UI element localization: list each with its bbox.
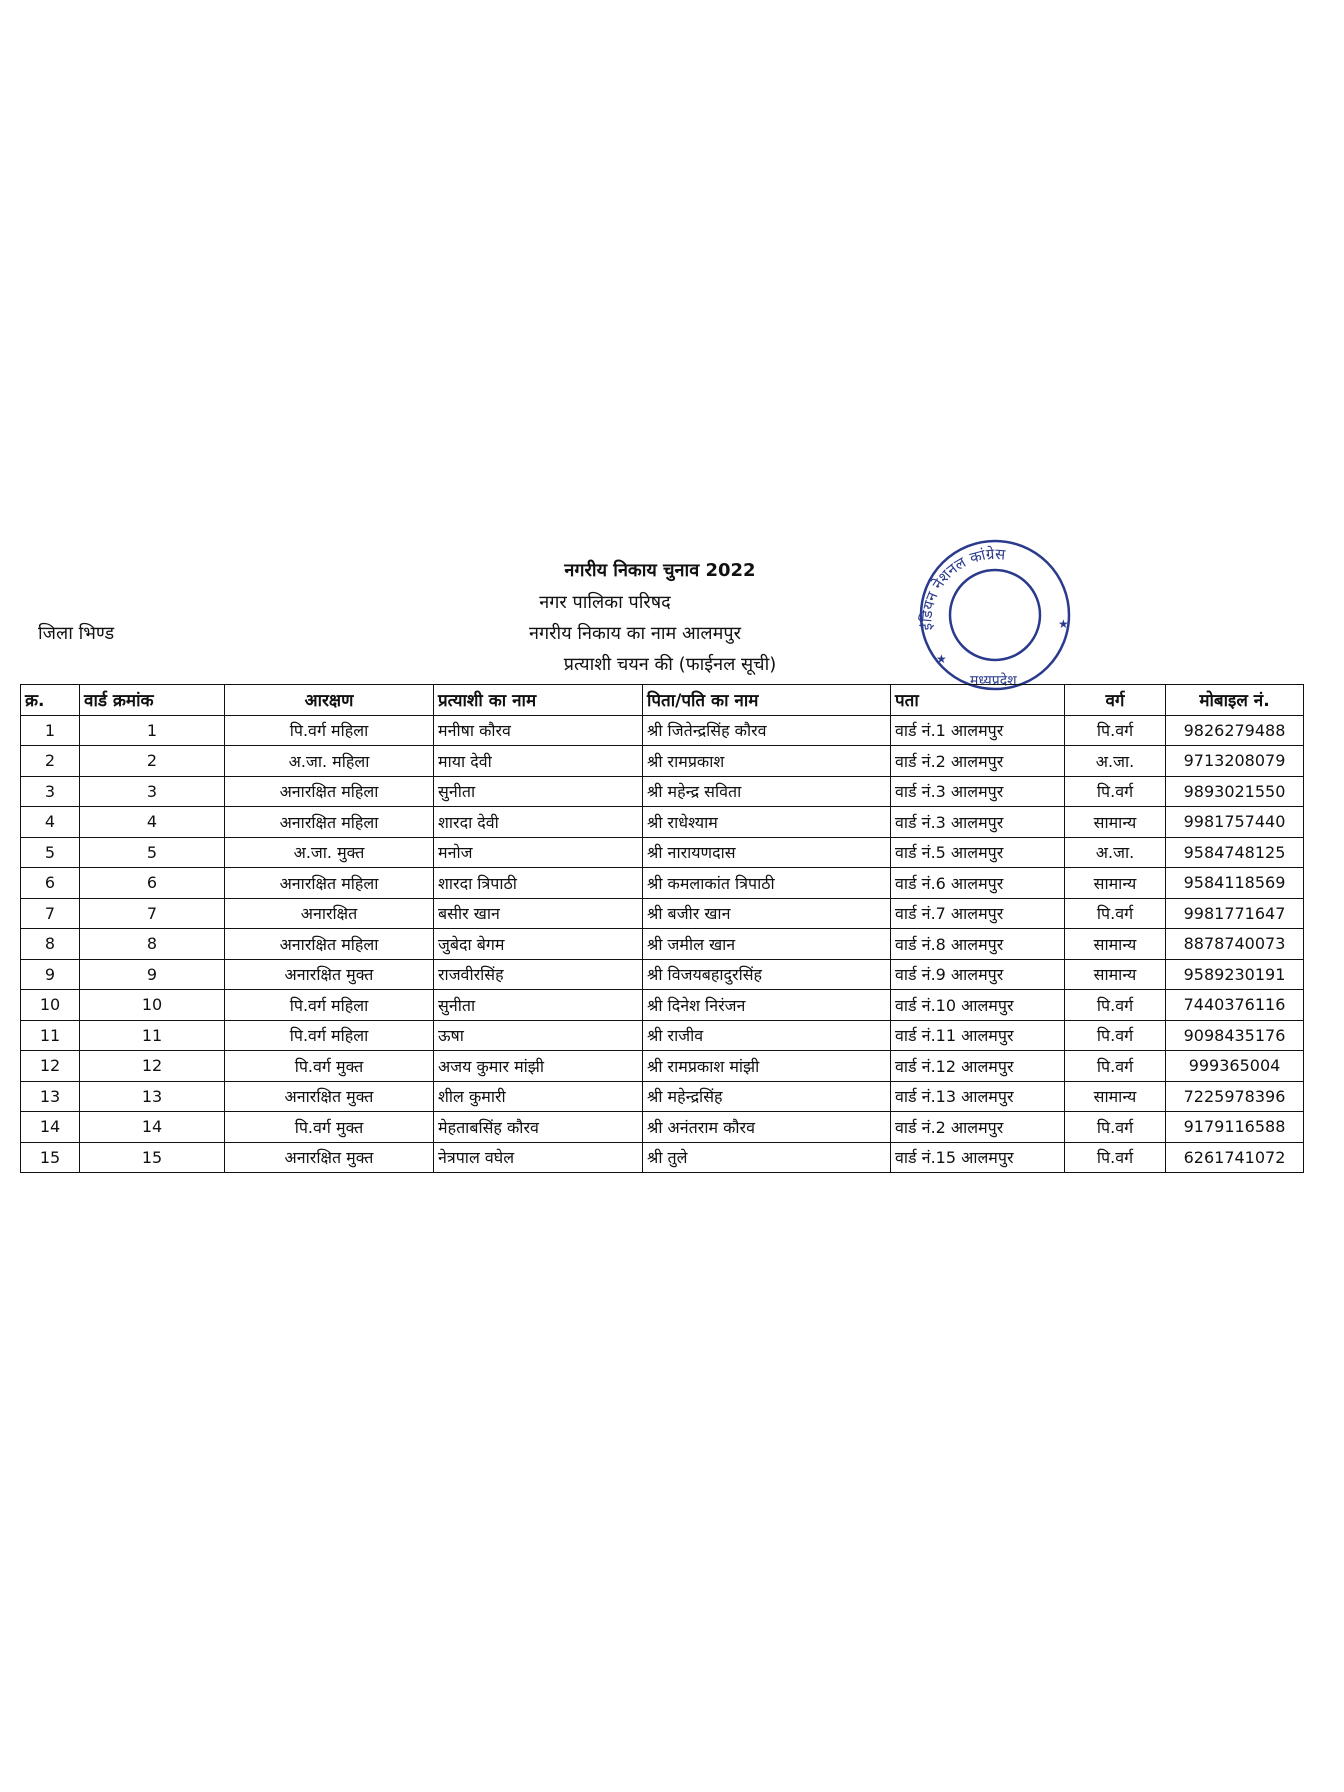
cell-candidate-name: मनोज — [434, 837, 643, 868]
cell-category: सामान्य — [1065, 807, 1166, 838]
cell-ward-number: 11 — [80, 1020, 225, 1051]
cell-address: वार्ड नं.2 आलमपुर — [891, 1112, 1065, 1143]
cell-category: पि.वर्ग — [1065, 1112, 1166, 1143]
cell-father-husband-name: श्री अनंतराम कौरव — [643, 1112, 891, 1143]
cell-address: वार्ड नं.15 आलमपुर — [891, 1142, 1065, 1173]
cell-father-husband-name: श्री बजीर खान — [643, 898, 891, 929]
cell-father-husband-name: श्री विजयबहादुरसिंह — [643, 959, 891, 990]
table-row — [21, 898, 1304, 929]
cell-reservation: अनारक्षित मुक्त — [225, 959, 434, 990]
cell-candidate-name: माया देवी — [434, 746, 643, 777]
cell-serial: 1 — [21, 715, 80, 746]
cell-mobile: 9589230191 — [1166, 959, 1304, 990]
cell-reservation: अनारक्षित मुक्त — [225, 1081, 434, 1112]
col-father-husband-name: पिता/पति का नाम — [643, 685, 891, 716]
cell-serial: 10 — [21, 990, 80, 1021]
table-row — [21, 868, 1304, 899]
table-row — [21, 776, 1304, 807]
cell-serial: 6 — [21, 868, 80, 899]
cell-ward-number: 1 — [80, 715, 225, 746]
table-row — [21, 746, 1304, 777]
document-title: नगरीय निकाय चुनाव 2022 — [564, 560, 756, 581]
cell-category: सामान्य — [1065, 929, 1166, 960]
cell-reservation: अनारक्षित महिला — [225, 776, 434, 807]
cell-candidate-name: सुनीता — [434, 776, 643, 807]
cell-father-husband-name: श्री जितेन्द्रसिंह कौरव — [643, 715, 891, 746]
cell-ward-number: 3 — [80, 776, 225, 807]
cell-father-husband-name: श्री कमलाकांत त्रिपाठी — [643, 868, 891, 899]
svg-text:इंडियन नेशनल कांग्रेस: इंडियन नेशनल कांग्रेस — [917, 544, 1006, 631]
cell-candidate-name: मनीषा कौरव — [434, 715, 643, 746]
cell-reservation: पि.वर्ग महिला — [225, 1020, 434, 1051]
cell-address: वार्ड नं.13 आलमपुर — [891, 1081, 1065, 1112]
cell-category: पि.वर्ग — [1065, 898, 1166, 929]
cell-candidate-name: ऊषा — [434, 1020, 643, 1051]
cell-mobile: 9584118569 — [1166, 868, 1304, 899]
cell-ward-number: 2 — [80, 746, 225, 777]
cell-reservation: अनारक्षित महिला — [225, 868, 434, 899]
cell-ward-number: 10 — [80, 990, 225, 1021]
cell-address: वार्ड नं.6 आलमपुर — [891, 868, 1065, 899]
cell-candidate-name: शारदा त्रिपाठी — [434, 868, 643, 899]
cell-candidate-name: सुनीता — [434, 990, 643, 1021]
col-candidate-name: प्रत्याशी का नाम — [434, 685, 643, 716]
cell-address: वार्ड नं.11 आलमपुर — [891, 1020, 1065, 1051]
table-row — [21, 807, 1304, 838]
party-seal-stamp — [910, 535, 1080, 695]
cell-address: वार्ड नं.3 आलमपुर — [891, 807, 1065, 838]
cell-candidate-name: शारदा देवी — [434, 807, 643, 838]
body-name: नगरीय निकाय का नाम आलमपुर — [529, 623, 741, 644]
table-row — [21, 959, 1304, 990]
table-row — [21, 1020, 1304, 1051]
cell-category: सामान्य — [1065, 959, 1166, 990]
cell-mobile: 9179116588 — [1166, 1112, 1304, 1143]
cell-mobile: 9584748125 — [1166, 837, 1304, 868]
cell-serial: 3 — [21, 776, 80, 807]
cell-category: पि.वर्ग — [1065, 1020, 1166, 1051]
cell-ward-number: 13 — [80, 1081, 225, 1112]
cell-serial: 9 — [21, 959, 80, 990]
svg-text:मध्यप्रदेश: मध्यप्रदेश — [970, 673, 1017, 689]
cell-serial: 13 — [21, 1081, 80, 1112]
cell-category: पि.वर्ग — [1065, 1142, 1166, 1173]
cell-ward-number: 4 — [80, 807, 225, 838]
cell-father-husband-name: श्री रामप्रकाश मांझी — [643, 1051, 891, 1082]
cell-category: पि.वर्ग — [1065, 990, 1166, 1021]
cell-category: पि.वर्ग — [1065, 776, 1166, 807]
cell-address: वार्ड नं.5 आलमपुर — [891, 837, 1065, 868]
cell-address: वार्ड नं.9 आलमपुर — [891, 959, 1065, 990]
table-row — [21, 1051, 1304, 1082]
cell-mobile: 9713208079 — [1166, 746, 1304, 777]
cell-candidate-name: जुबेदा बेगम — [434, 929, 643, 960]
cell-reservation: अ.जा. मुक्त — [225, 837, 434, 868]
cell-father-husband-name: श्री महेन्द्र सविता — [643, 776, 891, 807]
cell-father-husband-name: श्री रामप्रकाश — [643, 746, 891, 777]
cell-mobile: 8878740073 — [1166, 929, 1304, 960]
cell-father-husband-name: श्री नारायणदास — [643, 837, 891, 868]
cell-candidate-name: मेहताबसिंह कौरव — [434, 1112, 643, 1143]
cell-serial: 8 — [21, 929, 80, 960]
cell-address: वार्ड नं.7 आलमपुर — [891, 898, 1065, 929]
cell-serial: 4 — [21, 807, 80, 838]
cell-ward-number: 14 — [80, 1112, 225, 1143]
district-label: जिला भिण्ड — [38, 623, 115, 644]
cell-ward-number: 8 — [80, 929, 225, 960]
list-title: प्रत्याशी चयन की (फाईनल सूची) — [563, 654, 777, 675]
cell-father-husband-name: श्री महेन्द्रसिंह — [643, 1081, 891, 1112]
cell-father-husband-name: श्री राजीव — [643, 1020, 891, 1051]
cell-reservation: अनारक्षित महिला — [225, 929, 434, 960]
cell-ward-number: 15 — [80, 1142, 225, 1173]
candidate-table — [20, 684, 1304, 1173]
table-row — [21, 837, 1304, 868]
cell-reservation: अ.जा. महिला — [225, 746, 434, 777]
table-row — [21, 715, 1304, 746]
table-row — [21, 1112, 1304, 1143]
cell-address: वार्ड नं.10 आलमपुर — [891, 990, 1065, 1021]
cell-address: वार्ड नं.12 आलमपुर — [891, 1051, 1065, 1082]
col-category: वर्ग — [1065, 685, 1166, 716]
cell-serial: 5 — [21, 837, 80, 868]
cell-category: सामान्य — [1065, 1081, 1166, 1112]
cell-reservation: पि.वर्ग मुक्त — [225, 1112, 434, 1143]
cell-mobile: 7225978396 — [1166, 1081, 1304, 1112]
cell-father-husband-name: श्री जमील खान — [643, 929, 891, 960]
table-row — [21, 990, 1304, 1021]
cell-ward-number: 9 — [80, 959, 225, 990]
cell-category: अ.जा. — [1065, 746, 1166, 777]
table-row — [21, 929, 1304, 960]
cell-address: वार्ड नं.2 आलमपुर — [891, 746, 1065, 777]
table-row — [21, 1142, 1304, 1173]
cell-serial: 15 — [21, 1142, 80, 1173]
cell-serial: 7 — [21, 898, 80, 929]
cell-category: पि.वर्ग — [1065, 715, 1166, 746]
cell-category: पि.वर्ग — [1065, 1051, 1166, 1082]
cell-serial: 2 — [21, 746, 80, 777]
cell-reservation: पि.वर्ग महिला — [225, 715, 434, 746]
cell-candidate-name: बसीर खान — [434, 898, 643, 929]
svg-text:★: ★ — [936, 652, 947, 666]
cell-category: सामान्य — [1065, 868, 1166, 899]
cell-ward-number: 7 — [80, 898, 225, 929]
cell-address: वार्ड नं.8 आलमपुर — [891, 929, 1065, 960]
cell-ward-number: 12 — [80, 1051, 225, 1082]
cell-reservation: अनारक्षित मुक्त — [225, 1142, 434, 1173]
col-reservation: आरक्षण — [225, 685, 434, 716]
cell-father-husband-name: श्री दिनेश निरंजन — [643, 990, 891, 1021]
cell-mobile: 9893021550 — [1166, 776, 1304, 807]
cell-mobile: 9826279488 — [1166, 715, 1304, 746]
cell-mobile: 9981771647 — [1166, 898, 1304, 929]
council-type: नगर पालिका परिषद — [539, 592, 671, 613]
cell-reservation: अनारक्षित महिला — [225, 807, 434, 838]
col-address: पता — [891, 685, 1065, 716]
table-header-row — [21, 685, 1304, 716]
col-serial: क्र. — [21, 685, 80, 716]
cell-candidate-name: शील कुमारी — [434, 1081, 643, 1112]
cell-serial: 14 — [21, 1112, 80, 1143]
cell-father-husband-name: श्री तुले — [643, 1142, 891, 1173]
cell-candidate-name: नेत्रपाल वघेल — [434, 1142, 643, 1173]
cell-father-husband-name: श्री राधेश्याम — [643, 807, 891, 838]
cell-reservation: पि.वर्ग मुक्त — [225, 1051, 434, 1082]
cell-serial: 11 — [21, 1020, 80, 1051]
cell-reservation: अनारक्षित — [225, 898, 434, 929]
cell-mobile: 6261741072 — [1166, 1142, 1304, 1173]
cell-reservation: पि.वर्ग महिला — [225, 990, 434, 1021]
cell-candidate-name: राजवीरसिंह — [434, 959, 643, 990]
col-ward-number: वार्ड क्रमांक — [80, 685, 225, 716]
col-mobile: मोबाइल नं. — [1166, 685, 1304, 716]
cell-mobile: 9981757440 — [1166, 807, 1304, 838]
cell-serial: 12 — [21, 1051, 80, 1082]
table-row — [21, 1081, 1304, 1112]
cell-category: अ.जा. — [1065, 837, 1166, 868]
cell-ward-number: 6 — [80, 868, 225, 899]
svg-text:★: ★ — [1058, 617, 1069, 631]
cell-candidate-name: अजय कुमार मांझी — [434, 1051, 643, 1082]
cell-address: वार्ड नं.1 आलमपुर — [891, 715, 1065, 746]
cell-mobile: 9098435176 — [1166, 1020, 1304, 1051]
cell-mobile: 999365004 — [1166, 1051, 1304, 1082]
cell-address: वार्ड नं.3 आलमपुर — [891, 776, 1065, 807]
cell-mobile: 7440376116 — [1166, 990, 1304, 1021]
cell-ward-number: 5 — [80, 837, 225, 868]
